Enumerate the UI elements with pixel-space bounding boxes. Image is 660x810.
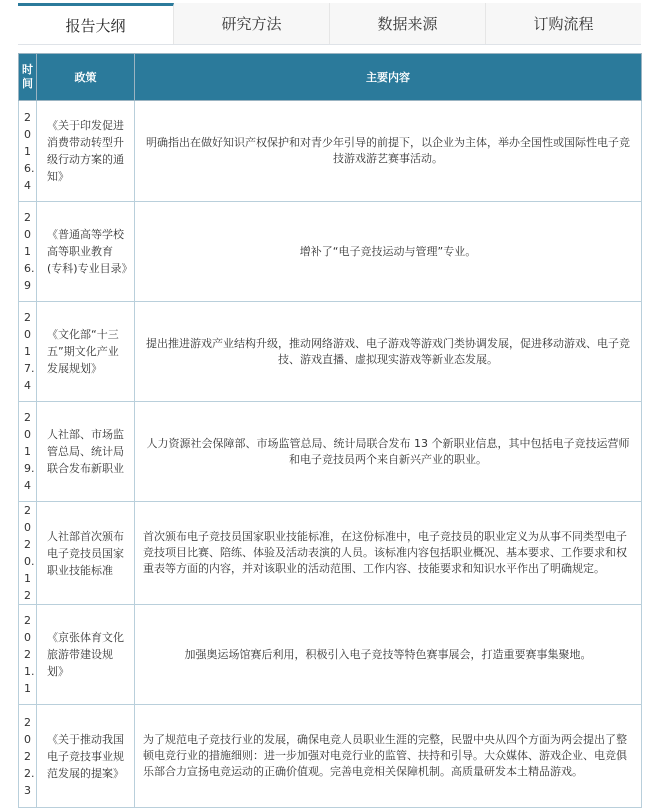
table-row xyxy=(19,402,642,502)
tab-research-method[interactable]: 研究方法 xyxy=(174,3,330,44)
policy-table xyxy=(18,53,642,808)
cell-policy: 《普通高等学校高等职业教育(专科)专业目录》 xyxy=(37,202,135,302)
cell-time: 2019.4 xyxy=(19,402,37,502)
tab-bar xyxy=(18,3,641,45)
table-header-row xyxy=(19,54,642,101)
table-row xyxy=(19,302,642,402)
policy-table-container xyxy=(18,53,641,808)
cell-content: 加强奥运场馆赛后利用，积极引入电子竞技等特色赛事展会，打造重要赛事集聚地。 xyxy=(135,605,642,705)
table-row xyxy=(19,101,642,202)
cell-time: 2017.4 xyxy=(19,302,37,402)
cell-time: 2016.4 xyxy=(19,101,37,202)
cell-policy: 《关于印发促进消费带动转型升级行动方案的通知》 xyxy=(37,101,135,202)
cell-time: 2020.12 xyxy=(19,502,37,605)
cell-content: 明确指出在做好知识产权保护和对青少年引导的前提下，以企业为主体，举办全国性或国际性电子竞技游戏游艺赛事活动。 xyxy=(135,101,642,202)
cell-policy: 人社部、市场监管总局、统计局联合发布新职业 xyxy=(37,402,135,502)
cell-policy: 《京张体育文化旅游带建设规划》 xyxy=(37,605,135,705)
tab-order-process[interactable]: 订购流程 xyxy=(486,3,641,44)
cell-policy: 《关于推动我国电子竞技事业规范发展的提案》 xyxy=(37,705,135,808)
cell-policy: 人社部首次颁布电子竞技员国家职业技能标准 xyxy=(37,502,135,605)
cell-content: 首次颁布电子竞技员国家职业技能标准，在这份标准中，电子竞技员的职业定义为从事不同类型电子竞技项目比赛、陪练、体验及活动表演的人员。该标准内容包括职业概况、基本要求、工作要求和权重表等方面的内容，并对该职业的活动范围、工作内容、技能要求和知识水平作出了明确规定。 xyxy=(135,502,642,605)
cell-time: 2022.3 xyxy=(19,705,37,808)
tab-report-outline[interactable]: 报告大纲 xyxy=(18,3,174,44)
cell-time: 2016.9 xyxy=(19,202,37,302)
cell-content: 为了规范电子竞技行业的发展，确保电竞人员职业生涯的完整，民盟中央从四个方面为两会提出了整顿电竞行业的措施细则：进一步加强对电竞行业的监管、扶持和引导。大众媒体、游戏企业、电竞俱乐部合力宣扬电竞运动的正确价值观。完善电竞相关保障机制。高质量研发本土精品游戏。 xyxy=(135,705,642,808)
cell-content: 增补了“电子竞技运动与管理”专业。 xyxy=(135,202,642,302)
table-row xyxy=(19,605,642,705)
table-row xyxy=(19,705,642,808)
cell-content: 人力资源社会保障部、市场监管总局、统计局联合发布 13 个新职业信息，其中包括电子竞技运营师和电子竞技员两个来自新兴产业的职业。 xyxy=(135,402,642,502)
header-content: 主要内容 xyxy=(135,54,642,101)
tab-data-source[interactable]: 数据来源 xyxy=(330,3,486,44)
table-row xyxy=(19,202,642,302)
cell-policy: 《文化部“十三五”期文化产业发展规划》 xyxy=(37,302,135,402)
cell-time: 2021.1 xyxy=(19,605,37,705)
cell-content: 提出推进游戏产业结构升级，推动网络游戏、电子游戏等游戏门类协调发展，促进移动游戏、电子竞技、游戏直播、虚拟现实游戏等新业态发展。 xyxy=(135,302,642,402)
header-policy: 政策 xyxy=(37,54,135,101)
header-time: 时间 xyxy=(19,54,37,101)
table-row xyxy=(19,502,642,605)
